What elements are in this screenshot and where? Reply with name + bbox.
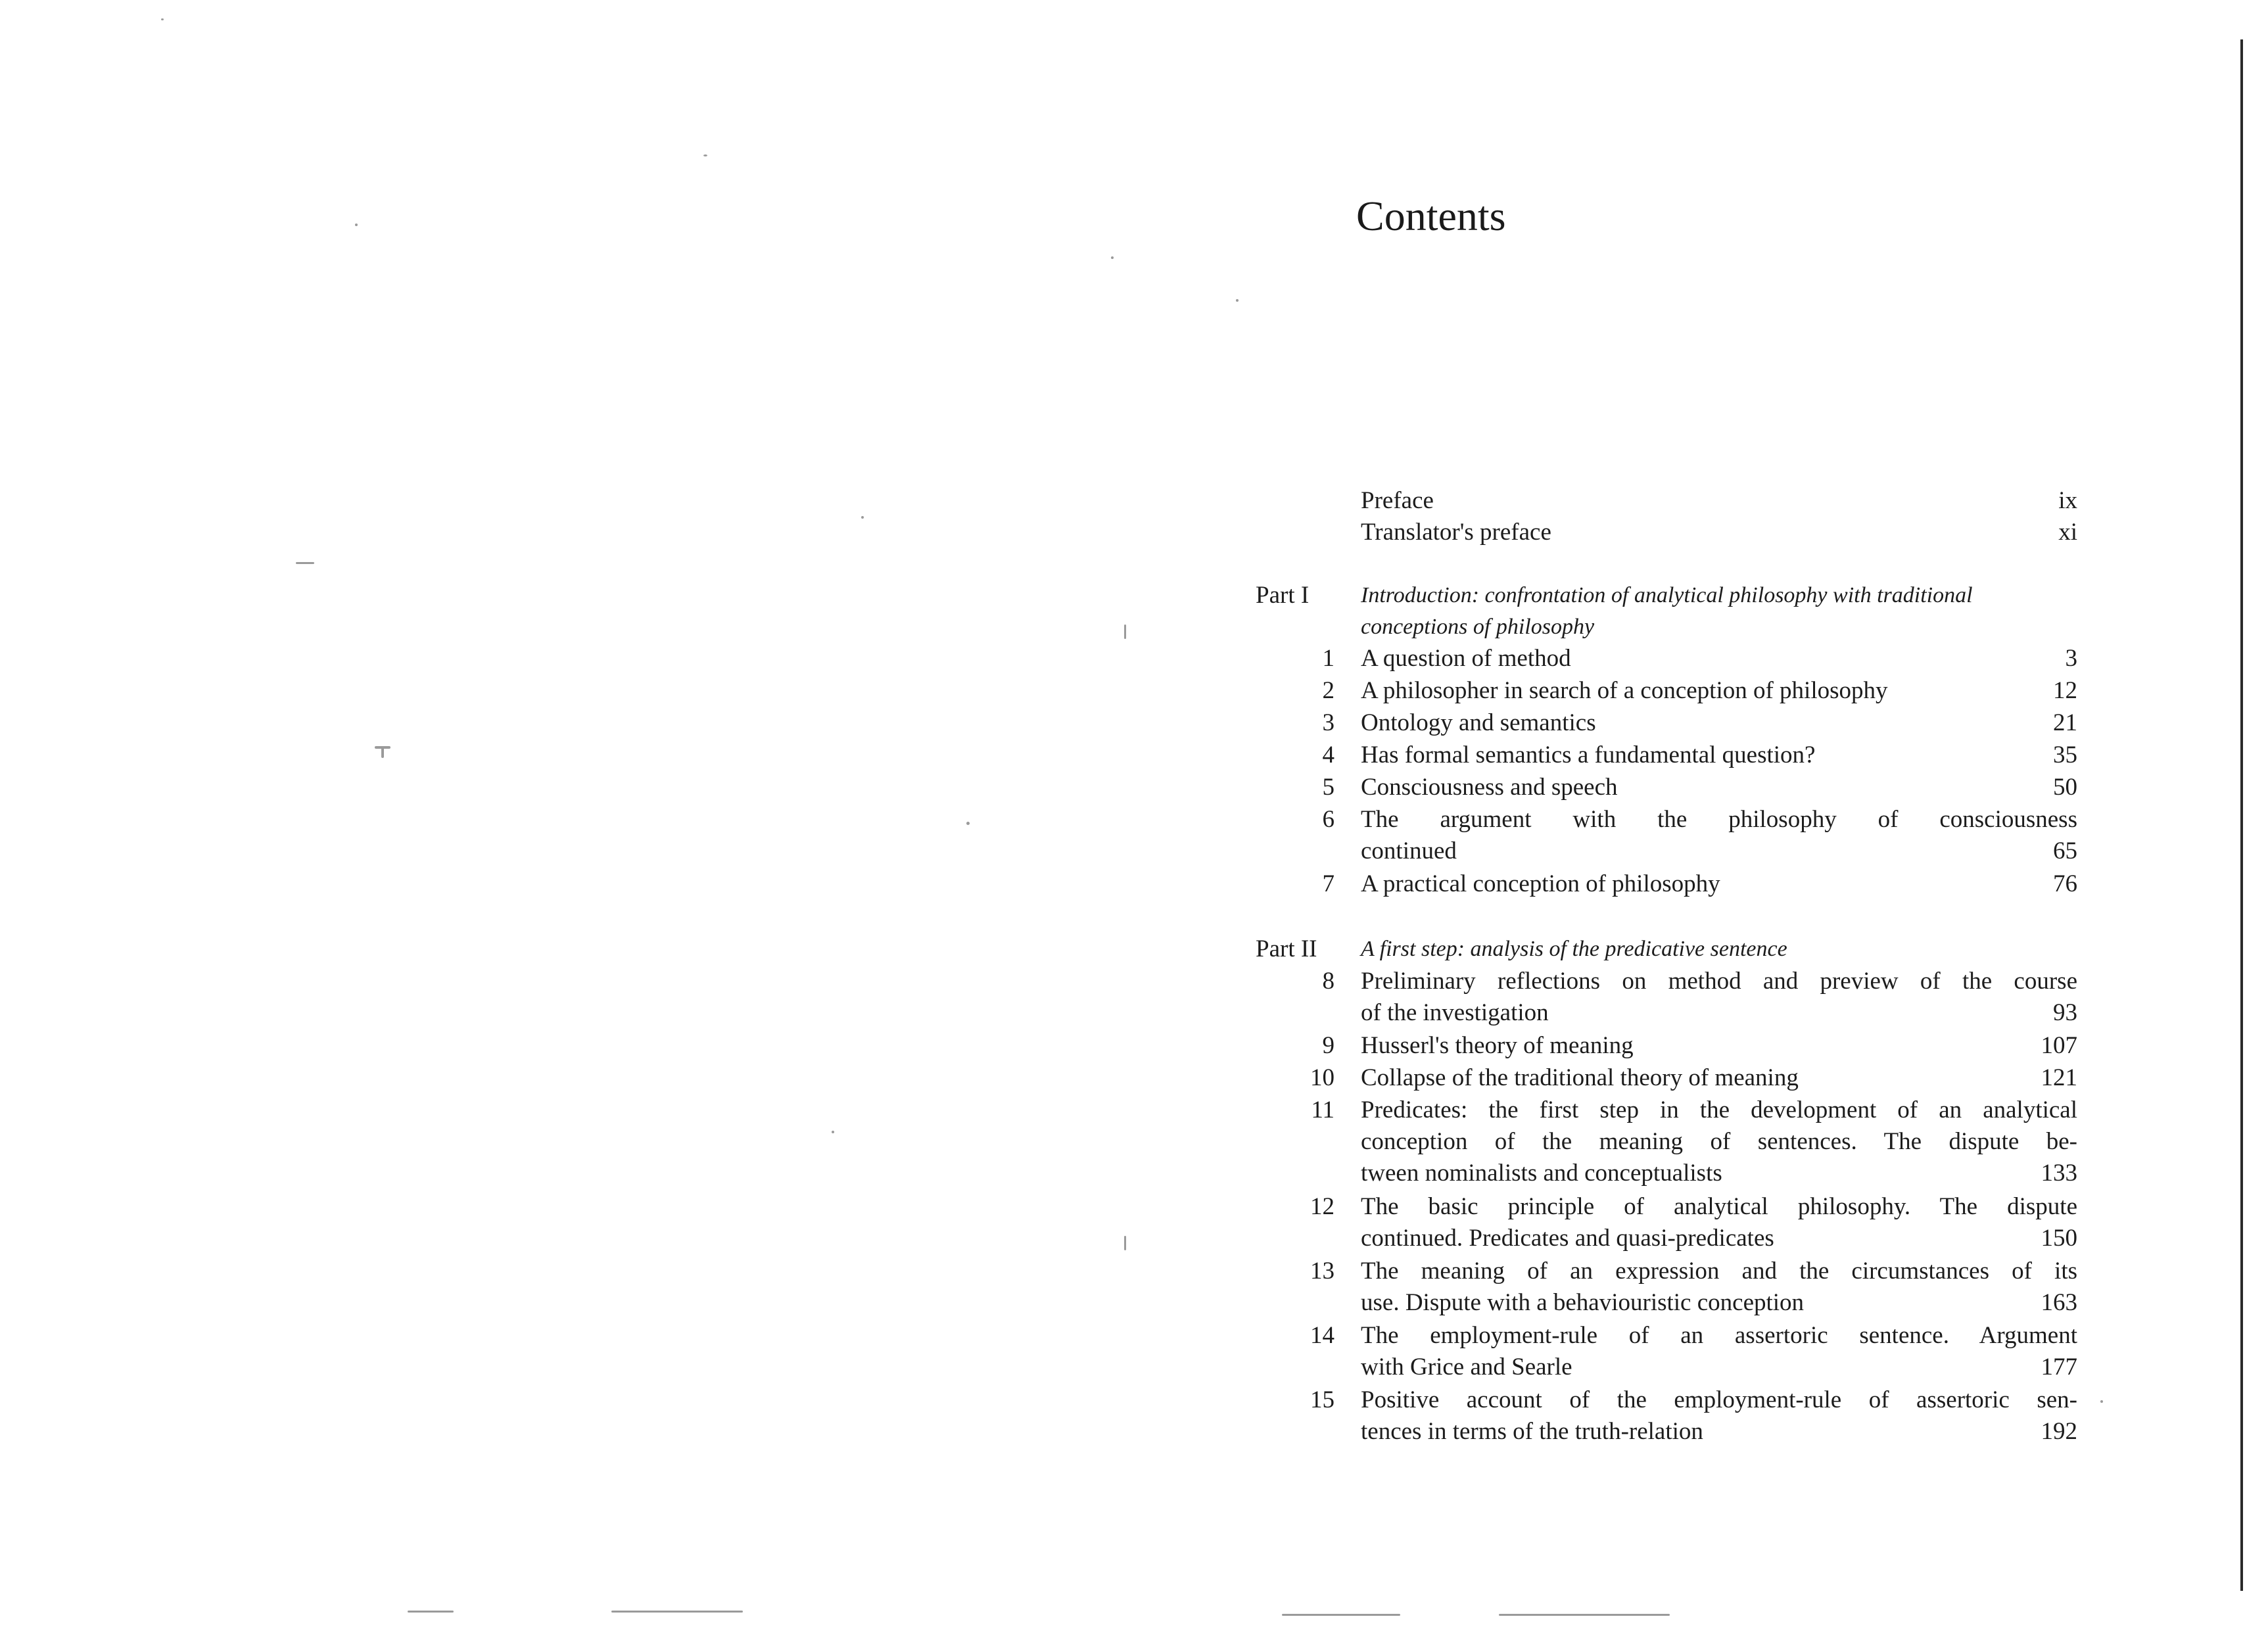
chapter-title-line: Consciousness and speech xyxy=(1361,774,1618,801)
chapter-number: 15 xyxy=(1310,1386,1335,1413)
toc-entry-chapter xyxy=(1361,1256,2077,1319)
toc-entry-label: Translator's preface xyxy=(1361,519,1551,546)
scan-speck xyxy=(966,822,970,825)
toc-page-number: 192 xyxy=(2041,1418,2077,1445)
chapter-title-line: Husserl's theory of meaning xyxy=(1361,1032,1634,1059)
toc-entry-chapter xyxy=(1361,1320,2077,1383)
toc-page-number: 12 xyxy=(2053,677,2077,704)
toc-page-number: xi xyxy=(2058,519,2077,546)
chapter-title-line: The employment-rule of an assertoric sentence. Argument xyxy=(1361,1322,2077,1349)
scan-speck xyxy=(296,562,314,564)
toc-entry-chapter xyxy=(1361,1062,2077,1094)
toc-entry-chapter xyxy=(1361,1191,2077,1254)
toc-entry-chapter xyxy=(1361,643,2077,674)
chapter-title-line: A practical conception of philosophy xyxy=(1361,870,1720,897)
scan-speck xyxy=(1111,256,1114,259)
scan-speck xyxy=(375,746,390,749)
scan-speck xyxy=(161,18,164,20)
chapter-number: 3 xyxy=(1322,709,1335,736)
scan-speck xyxy=(861,516,864,519)
part-label: Part I xyxy=(1256,582,1310,609)
toc-page-number: 121 xyxy=(2041,1064,2077,1091)
chapter-title-line: use. Dispute with a behaviouristic conception xyxy=(1361,1289,1805,1316)
chapter-number: 9 xyxy=(1322,1032,1335,1059)
toc-entry-chapter xyxy=(1361,804,2077,867)
chapter-title-line: tween nominalists and conceptualists xyxy=(1361,1160,1722,1187)
toc-page-number: 163 xyxy=(2041,1289,2077,1316)
chapter-title-line: Has formal semantics a fundamental question? xyxy=(1361,742,1816,768)
chapter-number: 6 xyxy=(1322,806,1335,833)
part-heading xyxy=(1361,933,2077,965)
toc-entry-chapter xyxy=(1361,1030,2077,1062)
toc-entry-chapter xyxy=(1361,740,2077,771)
chapter-title-line: Ontology and semantics xyxy=(1361,709,1596,736)
chapter-number: 14 xyxy=(1310,1322,1335,1349)
toc-page-number: 35 xyxy=(2053,742,2077,768)
part-heading-line: A first step: analysis of the predicative sentence xyxy=(1361,937,1787,961)
part-heading-line: conceptions of philosophy xyxy=(1361,615,1595,639)
part-heading-line: Introduction: confrontation of analytical philosophy with traditional xyxy=(1361,583,1973,607)
toc-entry-chapter xyxy=(1361,1384,2077,1448)
chapter-title-line: continued. Predicates and quasi-predicates xyxy=(1361,1225,1774,1252)
chapter-title-line: Collapse of the traditional theory of meaning xyxy=(1361,1064,1799,1091)
toc-entry-chapter xyxy=(1361,675,2077,707)
toc-page-number: 93 xyxy=(2053,999,2077,1026)
toc-entry-chapter xyxy=(1361,966,2077,1029)
chapter-title-line: The meaning of an expression and the circumstances of its xyxy=(1361,1258,2077,1285)
chapter-title-line: The basic principle of analytical philosophy. The dispute xyxy=(1361,1193,2077,1220)
scan-speck xyxy=(1124,625,1126,639)
chapter-title-line: The argument with the philosophy of consciousness xyxy=(1361,806,2077,833)
page-edge-shadow xyxy=(2240,39,2243,1591)
chapter-number: 13 xyxy=(1310,1258,1335,1285)
scan-speck xyxy=(703,154,707,156)
chapter-title-line: of the investigation xyxy=(1361,999,1549,1026)
scan-speck xyxy=(1499,1614,1670,1616)
toc-page-number: 21 xyxy=(2053,709,2077,736)
chapter-title-line: Positive account of the employment-rule of assertoric sen- xyxy=(1361,1386,2077,1413)
scan-speck xyxy=(1124,1236,1126,1250)
contents-title: Contents xyxy=(1356,193,1506,239)
part-heading xyxy=(1361,580,2077,643)
toc-page-number: 65 xyxy=(2053,837,2077,864)
toc-page-number: 3 xyxy=(2065,645,2077,672)
chapter-number: 11 xyxy=(1311,1096,1335,1123)
chapter-title-line: with Grice and Searle xyxy=(1361,1354,1572,1380)
chapter-title-line: continued xyxy=(1361,837,1457,864)
toc-entry-chapter xyxy=(1361,1095,2077,1189)
scan-speck xyxy=(832,1131,834,1133)
chapter-number: 10 xyxy=(1310,1064,1335,1091)
toc-entry-preface xyxy=(1361,485,2077,517)
chapter-number: 5 xyxy=(1322,774,1335,801)
chapter-title-line: Predicates: the first step in the development of an analytical xyxy=(1361,1096,2077,1123)
chapter-title-line: A question of method xyxy=(1361,645,1571,672)
toc-entry-translators-preface xyxy=(1361,517,2077,548)
chapter-number: 4 xyxy=(1322,742,1335,768)
toc-page-number: 133 xyxy=(2041,1160,2077,1187)
chapter-number: 8 xyxy=(1322,968,1335,995)
chapter-number: 2 xyxy=(1322,677,1335,704)
chapter-title-line: Preliminary reflections on method and preview of the course xyxy=(1361,968,2077,995)
part-label: Part II xyxy=(1256,935,1317,962)
toc-entry-label: Preface xyxy=(1361,487,1434,514)
toc-entry-chapter xyxy=(1361,868,2077,900)
toc-page-number: 107 xyxy=(2041,1032,2077,1059)
chapter-number: 1 xyxy=(1322,645,1335,672)
toc-page-number: 76 xyxy=(2053,870,2077,897)
toc-page-number: 50 xyxy=(2053,774,2077,801)
toc-page-number: 150 xyxy=(2041,1225,2077,1252)
scan-speck xyxy=(2100,1400,2103,1403)
scan-speck xyxy=(1236,299,1239,302)
scan-speck xyxy=(1282,1614,1400,1616)
toc-page-number: ix xyxy=(2058,487,2077,514)
chapter-number: 7 xyxy=(1322,870,1335,897)
toc-page-number: 177 xyxy=(2041,1354,2077,1380)
chapter-title-line: conception of the meaning of sentences. The dispute be- xyxy=(1361,1128,2077,1155)
chapter-title-line: A philosopher in search of a conception of philosophy xyxy=(1361,677,1888,704)
toc-entry-chapter xyxy=(1361,772,2077,803)
chapter-title-line: tences in terms of the truth-relation xyxy=(1361,1418,1703,1445)
scan-speck xyxy=(408,1611,454,1613)
chapter-number: 12 xyxy=(1310,1193,1335,1220)
scan-speck xyxy=(355,224,358,226)
scan-speck xyxy=(611,1611,743,1613)
toc-entry-chapter xyxy=(1361,707,2077,739)
